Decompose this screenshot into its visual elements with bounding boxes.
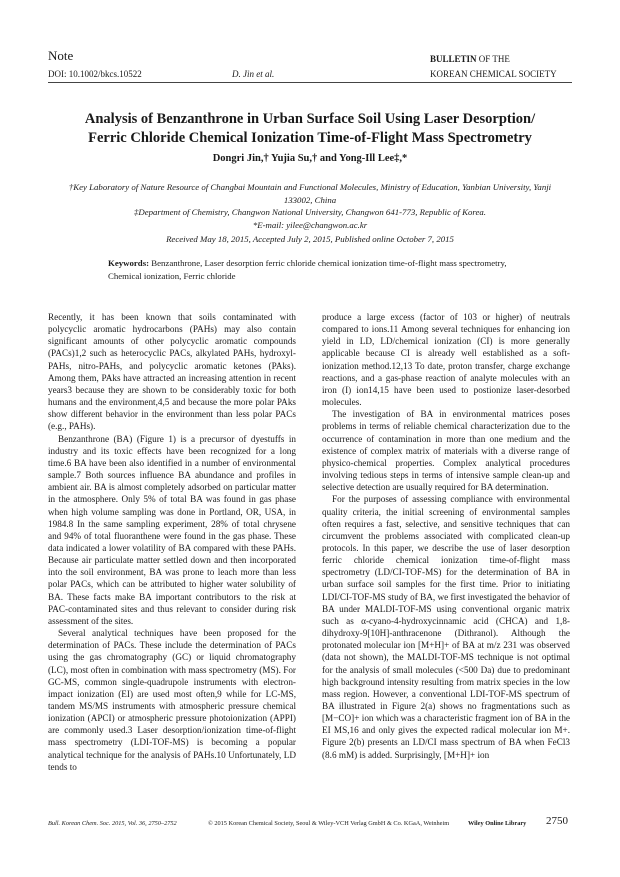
page-number: 2750: [546, 815, 568, 827]
header-divider: [48, 82, 572, 83]
paragraph: Recently, it has been known that soils contaminated with polycyclic aromatic hydrocarbons (PAHs) may also contain significant amounts of other polycyclic aromatic compounds (PACs)1,2 such as heterocyclic PACs, alkylated PAHs, hydroxyl-PAHs, nitro-PAHs, and polycyclic aromatic ketones (PAks). Among them, PAks have attracted an increasing attention in recent years3 because they are shown to be considerably toxic for both humans and the environment,4,5 and because the more polar PAks show different behavior in the environment than less polar PACs (e.g., PAHs).: [48, 312, 296, 432]
title-line-2: Ferric Chloride Chemical Ionization Time-of-Flight Mass Spectrometry: [88, 130, 532, 146]
footer-wiley-online-library[interactable]: Wiley Online Library: [468, 820, 527, 827]
article-title: [60, 110, 560, 148]
journal-name-bold: BULLETIN: [430, 54, 477, 64]
affiliation-1: †Key Laboratory of Nature Resource of Changbai Mountain and Functional Molecules, Ministry of Education, Yanbian University, Yanji 133002, China: [68, 182, 552, 205]
paragraph: For the purposes of assessing compliance with environmental quality criteria, the initial screening of environmental samples often requires a fast, selective, and sensitive techniques that can circumvent the problems associated with complicated clean-up protocols. In this paper, we describe the use of laser desorption ferric chloride chemical ionization time-of-flight mass spectrometry (LD/CI-TOF-MS) for the determination of BA in urban surface soil samples for the first time. Prior to initiating LDI/CI-TOF-MS study of BA, we first investigated the behavior of BA under MALDI-TOF-MS using conventional organic matrix such as α-cyano-4-hydroxycinnamic acid (CHCA) and 1,8-dihydroxy-9[10H]-anthracenone (Dithranol). Although the protonated molecular ion [M+H]+ of BA at m/z 231 was observed (data not shown), the MALDI-TOF-MS technique is not optimal for the analysis of small molecules (<500 Da) due to predominant high background intensity resulting from matrix species in the low mass region. However, a conventional LDI-TOF-MS spectrum of BA illustrated in Figure 2(a) shows no fragmentations such as [M−CO]+ ion which was a characteristic fragment ion of BA in the EI MS,16 and only gives the expected radical molecular ion M+. Figure 2(b) presents an LD/CI mass spectrum of BA when FeCl3 (8.6 mM) is added. Surprisingly, [M+H]+ ion: [322, 494, 570, 760]
corresponding-email[interactable]: *E-mail: yilee@changwon.ac.kr: [252, 220, 368, 230]
author-list: Dongri Jin,† Yujia Su,† and Yong-Ill Lee‡,*: [212, 153, 408, 164]
keywords-label: Keywords:: [108, 258, 150, 268]
journal-name-line2: KOREAN CHEMICAL SOCIETY: [430, 69, 557, 79]
journal-name: [430, 52, 557, 82]
footer-citation: Bull. Korean Chem. Soc. 2015, Vol. 36, 2750–2752: [48, 820, 177, 827]
keywords-text: Benzanthrone, Laser desorption ferric chloride chemical ionization time-of-flight mass spectrometry, Chemical ionization, Ferric chloride: [108, 258, 507, 281]
affiliation-2: ‡Department of Chemistry, Changwon National University, Changwon 641-773, Republic of Korea.: [133, 207, 487, 217]
paragraph: Benzanthrone (BA) (Figure 1) is a precursor of dyestuffs in industry and its toxic effects have been recognized for a long time.6 BA have been also identified in a number of environmental sample.7 Both sources influence BA abundance and profiles in ambient air. BA is almost completely adsorbed on particular matter in the atmosphere. Only 5% of total BA was found in gas phase when high volume sampling was done in Portland, OR, USA, in 1984.8 In the same sampling experiment, 28% of total chrysene and 94% of total fluoranthene were found in the gas phase. These data indicated a lower volatility of BA compared with these PAHs. Because air particulate matter settled down and then incorporated into the soil environment, BA was prone to leach more than less polar PACs, which can be attributed to higher water solubility of BA. These facts make BA important contributors to the risk at PAC-contaminated sites and thus relevant to consider during risk assessment of the sites.: [48, 433, 296, 626]
paragraph: Several analytical techniques have been proposed for the determination of PACs. These include the determination of PACs using the gas chromatography (GC) or liquid chromatography (LC), most often in combination with mass spectrometry (MS). For GC-MS, common single-quadrupole instruments with electron-impact ionization (EI) are used most often,9 while for LC-MS, tandem MS/MS instruments with atmospheric pressure chemical ionization (APCI) or atmospheric pressure photoionization (APPI) are commonly used.3 Laser desorption/ionization time-of-flight mass spectrometry (LDI-TOF-MS) is becoming a popular analytical technique for the analysis of PAHs.10 Unfortunately, LD tends to: [48, 628, 296, 772]
title-line-1: Analysis of Benzanthrone in Urban Surface Soil Using Laser Desorption/: [84, 111, 536, 127]
body-column-left: [48, 311, 296, 773]
running-authors: D. Jin et al.: [232, 69, 275, 79]
keywords: [108, 257, 512, 283]
paragraph: The investigation of BA in environmental matrices poses problems in terms of reliable chemical characterization due to the occurrence of contamination in more than one medium and the existence of complex matrix of materials with a diverse range of physico-chemical properties. Complex analytical procedures involving tedious steps in terms of intensive sample clean-up and selective detection are usually required for BA determination.: [322, 409, 570, 493]
paragraph: produce a large excess (factor of 103 or higher) of neutrals compared to ions.11 Among several techniques for enhancing ion yield in LD, LD/chemical ionization (CI) is more generally applicable because CI is already well established as a soft-ionization method.12,13 To date, proton transfer, charge exchange reactions, and a gas-phase reaction of analyte molecules with an iron (I) ion14,15 have been used to postionize laser-desorbed molecules.: [322, 312, 570, 408]
article-type-label: Note: [48, 48, 74, 63]
journal-name-of-the: OF THE: [476, 54, 510, 64]
footer-copyright: © 2015 Korean Chemical Society, Seoul & Wiley-VCH Verlag GmbH & Co. KGaA, Weinheim: [208, 820, 450, 827]
body-column-right: [322, 311, 570, 761]
doi[interactable]: DOI: 10.1002/bkcs.10522: [48, 69, 142, 79]
publication-dates: Received May 18, 2015, Accepted July 2, 2015, Published online October 7, 2015: [166, 234, 454, 244]
